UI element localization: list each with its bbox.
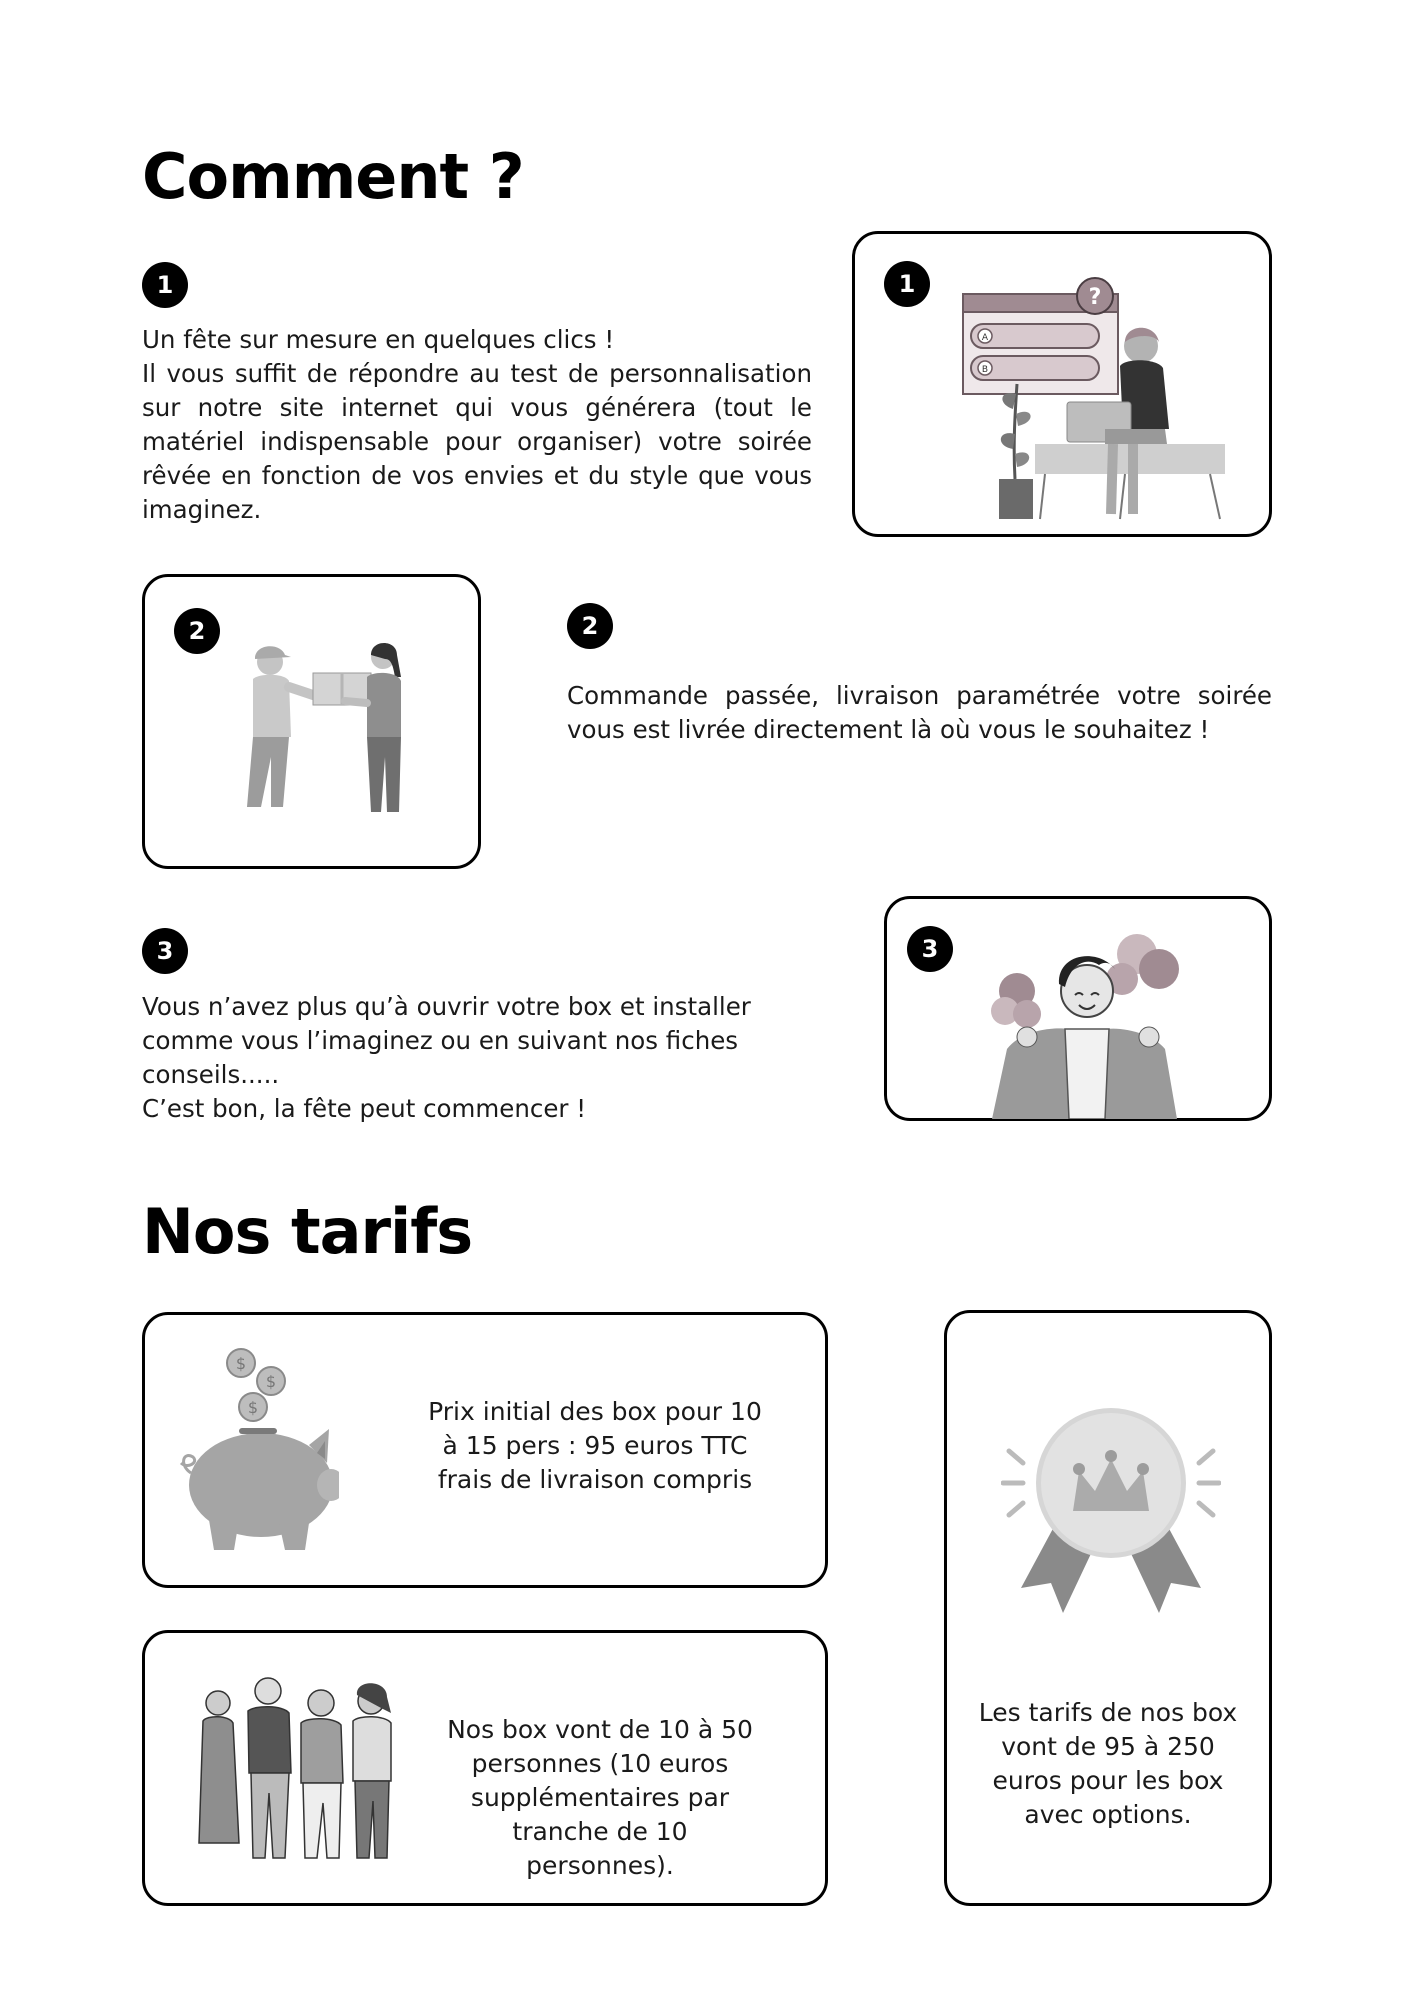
svg-text:$: $ (247, 1398, 259, 1417)
step-3-badge: 3 (142, 928, 188, 974)
price-card-options (944, 1310, 1272, 1906)
step-1-illustration-card (852, 231, 1272, 537)
svg-text:?: ? (1088, 285, 1102, 310)
piggy-bank-icon (179, 1345, 339, 1555)
delivery-illustration (215, 637, 425, 852)
questionnaire-illustration (955, 254, 1255, 529)
step-1-headline: Un fête sur mesure en quelques clics ! (142, 325, 615, 354)
step-1-card-badge: 1 (884, 261, 930, 307)
step-3-body: Vous n’avez plus qu’à ouvrir votre box et installer comme vous l’imaginez ou en suivant nos fiches conseils..... (142, 992, 751, 1089)
price-card-initial (142, 1312, 828, 1588)
step-2-description: Commande passée, livraison paramétrée votre soirée vous est livrée directement là où vous le souhaitez ! (567, 681, 1272, 744)
step-2-illustration-card (142, 574, 481, 869)
options-price-text: Les tarifs de nos box vont de 95 à 250 euros pour les box avec options. (978, 1698, 1238, 1829)
option-b-label: B (981, 365, 989, 375)
people-range-text: Nos box vont de 10 à 50 personnes (10 euros supplémentaires par tranche de 10 personnes). (447, 1715, 753, 1880)
coin-icon (227, 1349, 285, 1421)
step-3-closing: C’est bon, la fête peut commencer ! (142, 1094, 587, 1123)
step-2-card-badge: 2 (174, 608, 220, 654)
svg-text:$: $ (235, 1354, 247, 1373)
step-1-body: Il vous suffit de répondre au test de personnalisation sur notre site internet qui vous générera (tout le matériel indispensable pour organiser) votre soirée rêvée en fonction de vos envies et du style que vous imaginez. (142, 359, 812, 524)
svg-text:$: $ (265, 1372, 277, 1391)
option-a-label: A (981, 333, 989, 343)
section-title-prices: Nos tarifs (142, 1195, 473, 1268)
price-card-people (142, 1630, 828, 1906)
step-1-description (142, 323, 812, 527)
group-of-people-illustration (193, 1673, 413, 1878)
section-title-how: Comment ? (142, 140, 524, 213)
initial-price-text: Prix initial des box pour 10 à 15 pers : 95 euros TTC frais de livraison compris (428, 1397, 762, 1494)
step-2-badge: 2 (567, 603, 613, 649)
step-3-description (142, 990, 822, 1126)
step-3-card-badge: 3 (907, 926, 953, 972)
step-3-illustration-card (884, 896, 1272, 1121)
award-medal-icon (1001, 1403, 1221, 1633)
party-illustration (987, 929, 1187, 1119)
step-1-badge: 1 (142, 262, 188, 308)
